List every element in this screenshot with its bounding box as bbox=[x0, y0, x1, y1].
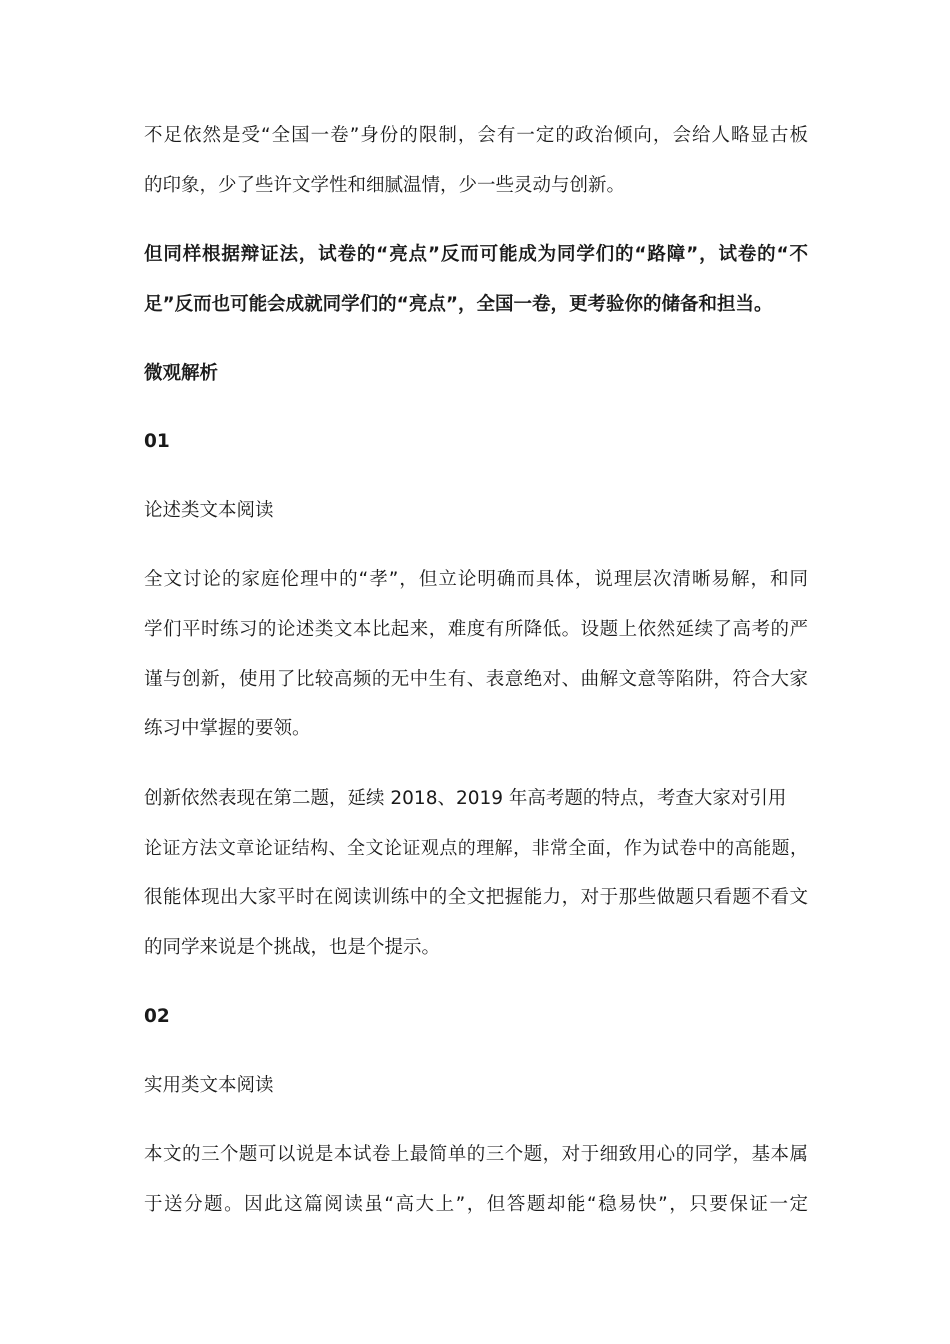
section-number-01: 01 bbox=[144, 431, 170, 452]
paragraph-5-line-2: 于送分题。因此这篇阅读虽“高大上”，但答题却能“稳易快”，只要保证一定 bbox=[144, 1194, 808, 1215]
paragraph-2-line-1: 但同样根据辩证法，试卷的“亮点”反而可能成为同学们的“路障”，试卷的“不 bbox=[144, 244, 808, 265]
paragraph-5-line-1: 本文的三个题可以说是本试卷上最简单的三个题，对于细致用心的同学，基本属 bbox=[144, 1144, 808, 1165]
section-number-02: 02 bbox=[144, 1006, 170, 1027]
paragraph-4-line-2: 论证方法文章论证结构、全文论证观点的理解，非常全面，作为试卷中的高能题， bbox=[144, 838, 808, 859]
paragraph-1-line-2: 的印象，少了些许文学性和细腻温情，少一些灵动与创新。 bbox=[144, 175, 626, 196]
paragraph-4-line-1: 创新依然表现在第二题，延续 2018、2019 年高考题的特点，考查大家对引用 bbox=[144, 788, 787, 809]
paragraph-3-line-3: 谨与创新，使用了比较高频的无中生有、表意绝对、曲解文意等陷阱，符合大家 bbox=[144, 669, 808, 690]
paragraph-3-line-2: 学们平时练习的论述类文本比起来，难度有所降低。设题上依然延续了高考的严 bbox=[144, 619, 808, 640]
paragraph-4-line-4: 的同学来说是个挑战，也是个提示。 bbox=[144, 937, 441, 958]
paragraph-3-line-1: 全文讨论的家庭伦理中的“孝”，但立论明确而具体，说理层次清晰易解，和同 bbox=[144, 569, 808, 590]
paragraph-3-line-4: 练习中掌握的要领。 bbox=[144, 718, 311, 739]
subsection-heading-2: 实用类文本阅读 bbox=[144, 1075, 274, 1096]
paragraph-1-line-1: 不足依然是受“全国一卷”身份的限制，会有一定的政治倾向，会给人略显古板 bbox=[144, 125, 808, 146]
paragraph-4-line-3: 很能体现出大家平时在阅读训练中的全文把握能力，对于那些做题只看题不看文 bbox=[144, 887, 808, 908]
section-title: 微观解析 bbox=[144, 363, 219, 384]
subsection-heading-1: 论述类文本阅读 bbox=[144, 500, 274, 521]
paragraph-2-line-2: 足”反而也可能会成就同学们的“亮点”，全国一卷，更考验你的储备和担当。 bbox=[144, 294, 773, 315]
